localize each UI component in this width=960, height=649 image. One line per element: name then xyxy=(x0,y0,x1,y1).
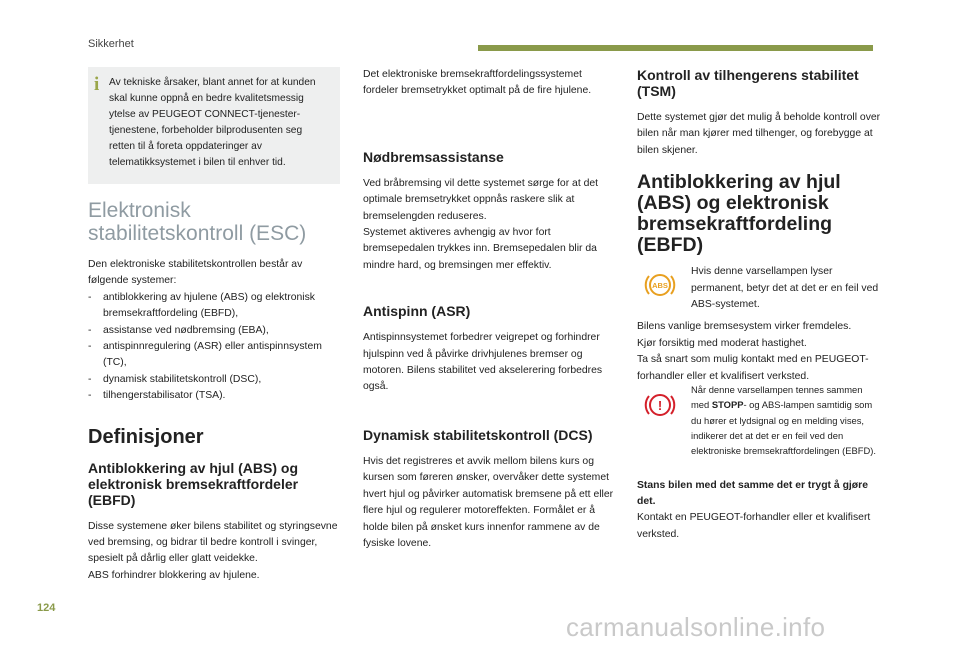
abs-lamp-row xyxy=(637,264,883,313)
tsm-text: Dette systemet gjør det mulig å beholde kontroll over bilen når man kjører med tilhenger, og forebygge at bilen skjener. xyxy=(637,112,881,156)
list-item: - antispinnregulering (ASR) eller antispinnsystem (TC), xyxy=(88,341,322,369)
eba-title: Nødbremsassistanse xyxy=(363,148,504,165)
ebfd-text: Det elektroniske bremsekraftfordelingssystemet fordeler bremsetrykket optimalt på de fire hjulene. xyxy=(363,69,592,97)
abs-definition-title: Antiblokkering av hjul (ABS) og elektronisk bremsekraftfordeler (EBFD) xyxy=(88,459,299,508)
abs-definition-text: Disse systemene øker bilens stabilitet og styringsevne ved bremsing, og bidrar til bedre kontroll i svinger, spesielt på dårlig eller glatt veidekke. xyxy=(88,520,338,565)
abs-warning-lamp-icon xyxy=(644,270,676,305)
dsc-title: Dynamisk stabilitetskontroll (DCS) xyxy=(363,426,593,443)
definitions-title: Definisjoner xyxy=(88,425,204,448)
eba-text: Ved bråbremsing vil dette systemet sørge for at det optimale bremsetrykket oppnås raskere slik at bremselengden reduseres. xyxy=(363,177,599,222)
info-icon: i xyxy=(94,74,100,95)
abs-definition-text-2: ABS forhindrer blokkering av hjulene. xyxy=(88,569,260,581)
info-box xyxy=(88,67,340,184)
asr-text: Antispinnsystemet forbedrer veigrepet og forhindrer hjulspinn ved å påvirke drivhjulenes bremser og motoren. Bilens stabilitet ved akselerering forbedres også. xyxy=(363,332,603,393)
abs-lamp-text: Hvis denne varsellampen lyser permanent, betyr det at det er en feil ved ABS-systemet. xyxy=(691,266,879,311)
list-item: - tilhengerstabilisator (TSA). xyxy=(88,390,226,402)
header-accent-bar xyxy=(478,45,873,51)
eba-text-2: Systemet aktiveres avhengig av hvor fort bremsepedalen trykkes inn. Bremsepedalen blir da mindre hard, og bremsingen mer effektiv. xyxy=(363,227,597,271)
list-item: - assistanse ved nødbremsing (EBA), xyxy=(88,324,269,336)
stop-warning-lamp-icon xyxy=(644,390,676,425)
stop-contact-text: Kontakt en PEUGEOT-forhandler eller et kvalifisert verksted. xyxy=(637,512,871,540)
watermark: carmanualsonline.info xyxy=(566,612,826,642)
drive-carefully-text: Kjør forsiktig med moderat hastighet. xyxy=(637,337,807,349)
stop-car-text: Stans bilen med det samme det er trygt å gjøre det. xyxy=(637,479,868,507)
esc-title: Elektronisk stabilitetskontroll (ESC) xyxy=(88,199,307,245)
section-label: Sikkerhet xyxy=(88,38,134,50)
page-number: 124 xyxy=(37,602,56,614)
dsc-text: Hvis det registreres et avvik mellom bilens kurs og kursen som føreren ønsker, overvåker dette systemet hvert hjul og påvirker automatisk bremsene på ett eller flere hjul og regulerer motoreffekten. Formålet er å holde bilen på ønsket kurs innenfor rammene av de fysiske lovene. xyxy=(363,455,614,549)
stop-icon-label: ! xyxy=(657,398,663,414)
esc-intro: Den elektroniske stabilitetskontrollen består av følgende systemer: xyxy=(88,259,303,287)
stop-lamp-row xyxy=(637,382,883,458)
asr-title: Antispinn (ASR) xyxy=(363,303,471,320)
column-3 xyxy=(637,67,883,543)
column-1 xyxy=(88,67,340,584)
tsm-title: Kontroll av tilhengerens stabilitet (TSM) xyxy=(637,67,859,99)
abs-icon-label: ABS xyxy=(652,281,668,291)
abs-warning-title: Antiblokkering av hjul (ABS) og elektronisk bremsekraftfordeling (EBFD) xyxy=(637,171,841,257)
list-item: - antiblokkering av hjulene (ABS) og elektronisk bremsekraftfordeling (EBFD), xyxy=(88,291,315,320)
list-item: - dynamisk stabilitetskontroll (DSC), xyxy=(88,373,262,385)
normal-brake-text: Bilens vanlige bremsesystem virker fremdeles. xyxy=(637,321,852,333)
systems-list xyxy=(88,290,340,405)
column-2 xyxy=(363,67,617,552)
info-text: Av tekniske årsaker, blant annet for at kunden skal kunne oppnå en bedre kvalitetsmessig ytelse av PEUGEOT CONNECT-tjenester-tjenestene, forbeholder bilprodusenten seg retten til å foreta oppdateringer av telematikksystemet i bilen til enhver tid. xyxy=(109,77,316,168)
contact-dealer-text: Ta så snart som mulig kontakt med en PEUGEOT-forhandler eller et kvalifisert verksted. xyxy=(637,354,869,382)
stop-lamp-text: Når denne varsellampen tennes sammen med STOPP- og ABS-lampen samtidig som du hører et lydsignal og en melding vises, indikerer det at det er en feil ved den elektroniske bremsekraftfordelingen (EBFD). xyxy=(691,384,876,457)
